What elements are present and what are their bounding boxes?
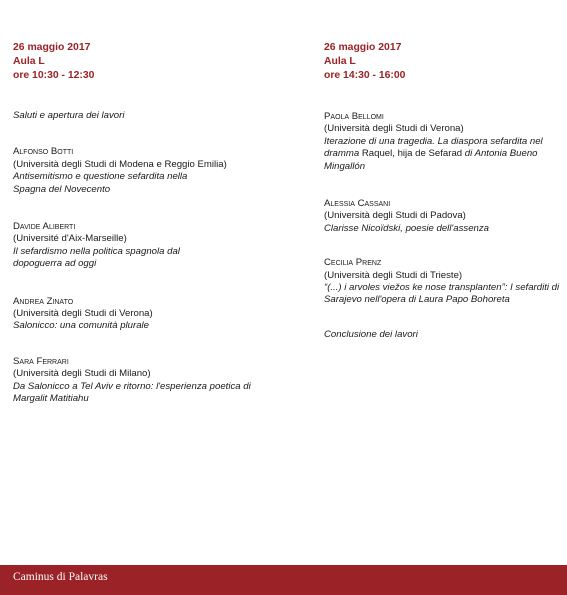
closing-remarks: Conclusione dei lavori (324, 328, 418, 340)
speaker-name: Paola Bellomi (324, 111, 384, 122)
talk-title-part: di Antonia Bueno Mingallón (324, 148, 538, 172)
talk-item (13, 221, 248, 271)
talk-item (324, 257, 560, 307)
speaker-affiliation: (Università degli Studi di Padova) (324, 210, 466, 222)
talk-title: Clarisse Nicoïdski, poesie dell'assenza (324, 222, 490, 234)
talk-title-part: Iterazione di una tragedia. La diaspora sefardita nel dramma (324, 135, 543, 160)
speaker-affiliation: (Università degli Studi di Milano) (13, 368, 151, 380)
talk-title: “(...) i arvoles viežos ke nose transplanten”: I sefarditi di Sarajevo nell'opera di Laura Papo Bohoreta (324, 282, 560, 306)
session-time: ore 14:30 - 16:00 (324, 70, 406, 81)
opening-remarks: Saluti e apertura dei lavori (13, 110, 125, 121)
morning-session (13, 41, 283, 406)
talk-item (13, 296, 248, 333)
footer-label: Caminus di Palavras (13, 571, 108, 583)
session-date: 26 maggio 2017 (13, 42, 91, 53)
morning-session-header (13, 41, 283, 83)
speaker-affiliation: (Università degli Studi di Modena e Reggio Emilia) (13, 158, 227, 170)
session-room: Aula L (324, 56, 356, 67)
afternoon-session (324, 41, 560, 341)
speaker-name: Cecilia Prenz (324, 257, 382, 269)
talk-title: Da Salonicco a Tel Aviv e ritorno: l'esperienza poetica di Margalit Matitiahu (13, 380, 251, 405)
speaker-name: Alessia Cassani (324, 198, 391, 210)
session-room: Aula L (13, 56, 45, 67)
speaker-affiliation: (Università degli Studi di Verona) (324, 123, 464, 135)
speaker-affiliation: (Università degli Studi di Verona) (13, 308, 153, 320)
session-date: 26 maggio 2017 (324, 42, 402, 53)
talk-item (324, 198, 560, 235)
talk-title (324, 136, 560, 173)
speaker-affiliation: (Université d'Aix-Marseille) (13, 233, 127, 245)
session-time: ore 10:30 - 12:30 (13, 70, 95, 81)
speaker-affiliation: (Università degli Studi di Trieste) (324, 269, 463, 281)
play-title: Raquel, hija de Sefarad (359, 148, 465, 160)
talk-item (13, 146, 268, 196)
talk-title: Antisemitismo e questione sefardita nella Spagna del Novecento (13, 171, 188, 195)
afternoon-session-header (324, 41, 560, 83)
talk-item (324, 111, 560, 173)
talk-item (13, 356, 253, 406)
speaker-name: Andrea Zinato (13, 295, 74, 307)
talk-title: Salonicco: una comunità plurale (13, 320, 149, 332)
talk-title: Il sefardismo nella politica spagnola dal dopoguerra ad oggi (13, 245, 180, 270)
footer-bar (0, 565, 567, 595)
speaker-name: Davide Aliberti (13, 221, 76, 233)
speaker-name: Alfonso Botti (13, 146, 74, 158)
speaker-name: Sara Ferrari (13, 355, 69, 367)
